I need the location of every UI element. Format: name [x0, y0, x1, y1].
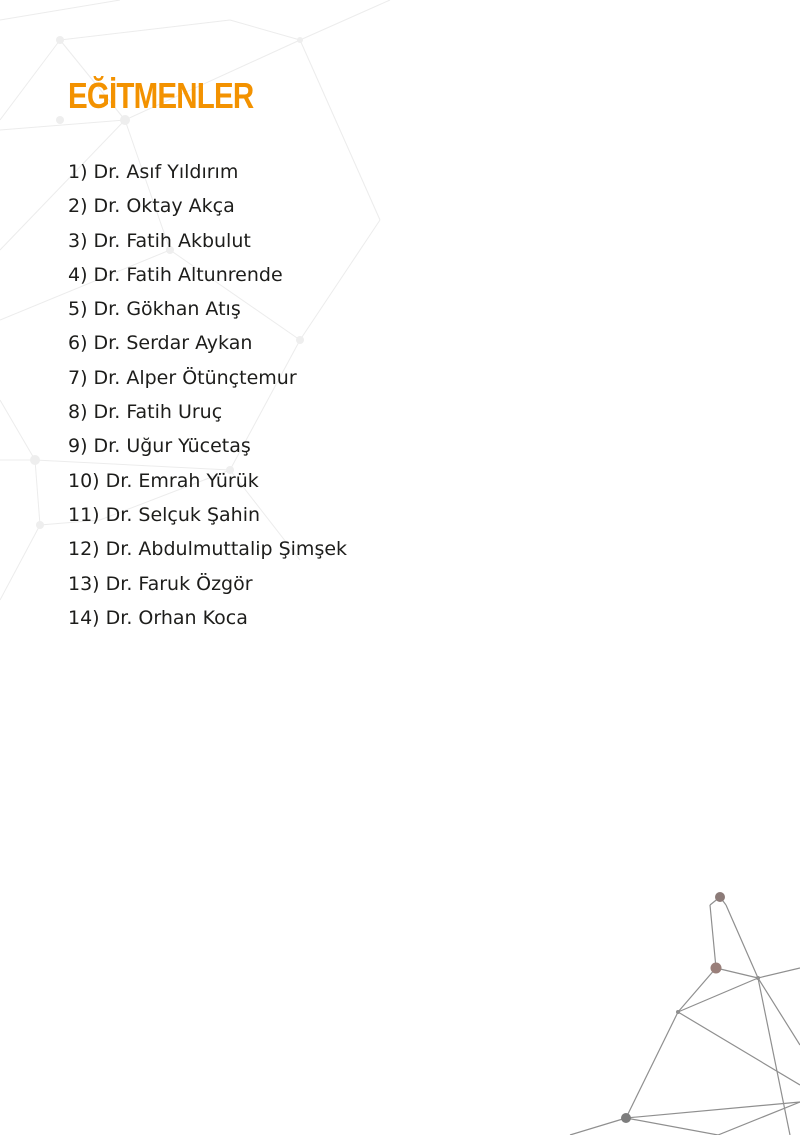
instructor-item: 7) Dr. Alper Ötünçtemur: [68, 366, 297, 389]
instructor-item: 5) Dr. Gökhan Atış: [68, 298, 241, 321]
instructor-item: 6) Dr. Serdar Aykan: [68, 332, 253, 355]
instructor-item: 3) Dr. Fatih Akbulut: [68, 229, 251, 252]
instructor-item: 9) Dr. Uğur Yücetaş: [68, 435, 251, 458]
instructor-item: 1) Dr. Asıf Yıldırım: [68, 161, 239, 183]
page-title: EĞİTMENLER: [68, 75, 254, 116]
instructor-item: 2) Dr. Oktay Akça: [68, 195, 235, 218]
network-node: [711, 963, 722, 974]
instructor-item: 14) Dr. Orhan Koca: [68, 606, 248, 629]
instructor-item: 13) Dr. Faruk Özgör: [68, 572, 253, 595]
instructor-list: [68, 155, 347, 635]
corner-network-graphic: [570, 897, 800, 1135]
network-node: [756, 976, 760, 980]
network-node: [676, 1010, 680, 1014]
network-node: [621, 1113, 631, 1123]
instructor-item: 10) Dr. Emrah Yürük: [68, 469, 259, 492]
instructor-item: 12) Dr. Abdulmuttalip Şimşek: [68, 538, 348, 561]
network-node: [715, 892, 725, 902]
instructor-item: 4) Dr. Fatih Altunrende: [68, 263, 283, 286]
instructor-item: 8) Dr. Fatih Uruç: [68, 401, 223, 424]
instructor-item: 11) Dr. Selçuk Şahin: [68, 503, 261, 526]
